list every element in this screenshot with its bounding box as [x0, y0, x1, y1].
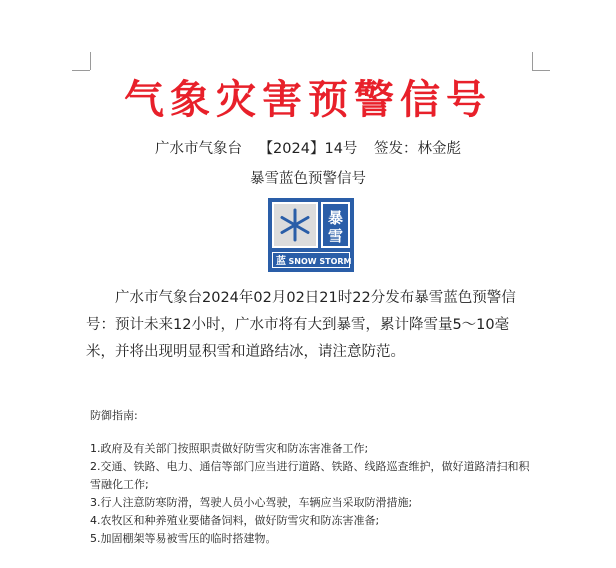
list-item: 5.加固棚架等易被雪压的临时搭建物。	[90, 532, 277, 545]
list-item: 3.行人注意防寒防滑，驾驶人员小心驾驶，车辆应当采取防滑措施;	[90, 496, 413, 509]
defense-guide-list	[90, 440, 534, 548]
crop-mark-top-right-h	[532, 70, 550, 71]
signal-english-label: SNOW STORM	[288, 257, 352, 266]
list-item: 4.农牧区和种养殖业要储备饲料，做好防雪灾和防冻害准备;	[90, 514, 380, 527]
issuer-signer: 签发：林金彪	[374, 141, 462, 157]
signal-label-char-1: 暴	[327, 209, 344, 227]
crop-mark-top-left-v	[90, 52, 91, 70]
list-item: 1.政府及有关部门按照职责做好防雪灾和防冻害准备工作;	[90, 442, 369, 455]
snow-storm-blue-signal-icon	[268, 198, 354, 272]
crop-mark-top-right-v	[532, 52, 533, 70]
list-item: 2.交通、铁路、电力、通信等部门应当进行道路、铁路、线路巡查维护，做好道路清扫和积雪融化工作;	[90, 460, 530, 491]
issuer-agency: 广水市气象台	[154, 141, 242, 157]
issuer-number: 【2024】14号	[258, 141, 358, 157]
signal-subtitle: 暴雪蓝色预警信号	[250, 171, 366, 187]
document-title: 气象灾害预警信号	[124, 76, 492, 123]
defense-guide-title: 防御指南:	[90, 409, 138, 422]
crop-mark-top-left-h	[72, 70, 90, 71]
issuer-line	[0, 138, 616, 160]
signal-label-char-2: 雪	[327, 227, 344, 245]
warning-body-paragraph: 广水市气象台2024年02月02日21时22分发布暴雪蓝色预警信号：预计未来12小时，广水市将有大到暴雪，累计降雪量5～10毫米，并将出现明显积雪和道路结冰，请注意防范。	[86, 290, 516, 360]
signal-level-label: 蓝	[276, 256, 286, 267]
